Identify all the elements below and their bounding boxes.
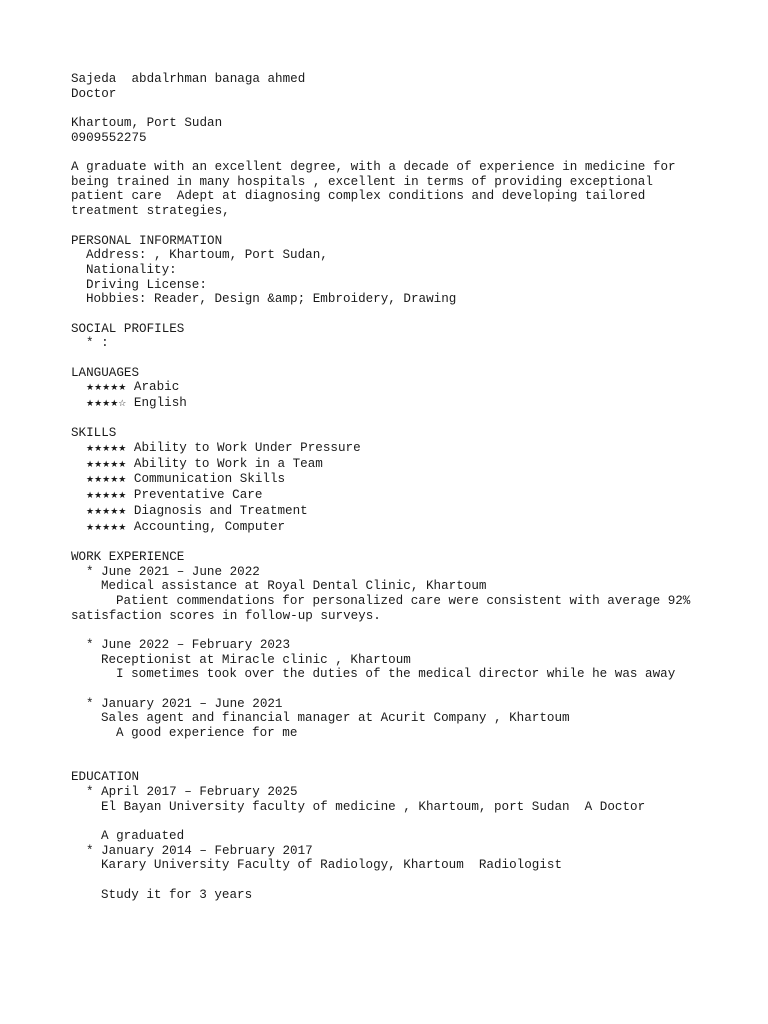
job-dates: * January 2021 – June 2021 (86, 696, 283, 711)
driving-license-line: Driving License: (86, 277, 207, 292)
skills-heading: SKILLS (71, 426, 117, 441)
job-description: satisfaction scores in follow-up surveys. (71, 608, 381, 623)
spacer (71, 307, 768, 322)
social-profiles-heading: SOCIAL PROFILES (71, 321, 185, 336)
rating-stars-icon: ★★★★★ (86, 475, 127, 486)
summary-line: being trained in many hospitals , excellent in terms of providing exceptional (71, 174, 653, 189)
rating-stars-icon: ★★★★☆ (86, 399, 127, 410)
education-school: Karary University Faculty of Radiology, Khartoum Radiologist (101, 858, 563, 873)
candidate-title: Doctor (71, 86, 117, 101)
spacer (71, 682, 768, 697)
language-item (71, 396, 768, 412)
language-label: English (133, 396, 187, 411)
spacer (71, 101, 768, 116)
job-dates: * June 2022 – February 2023 (86, 638, 291, 652)
skill-label: Diagnosis and Treatment (133, 503, 308, 518)
rating-stars-icon: ★★★★★ (86, 383, 127, 394)
spacer (71, 145, 768, 160)
job-description: Patient commendations for personalized care were consistent with average 92% (116, 593, 691, 608)
languages-heading: LANGUAGES (71, 365, 140, 380)
education-school: El Bayan University faculty of medicine , Khartoum, port Sudan A Doctor (101, 799, 646, 814)
summary-line: patient care Adept at diagnosing complex conditions and developing tailored (71, 189, 646, 204)
job-description: I sometimes took over the duties of the medical director while he was away (116, 667, 676, 682)
spacer (71, 351, 768, 366)
skill-item (71, 472, 768, 488)
rating-stars-icon: ★★★★★ (86, 522, 127, 533)
address-line: Address: , Khartoum, Port Sudan, (86, 248, 328, 263)
personal-information-heading: PERSONAL INFORMATION (71, 233, 223, 248)
skill-item (71, 441, 768, 457)
spacer (71, 741, 768, 756)
education-dates: * April 2017 – February 2025 (86, 784, 298, 799)
job-role: Medical assistance at Royal Dental Clinic, Khartoum (101, 579, 487, 594)
candidate-location: Khartoum, Port Sudan (71, 116, 223, 131)
skill-item (71, 504, 768, 520)
spacer (71, 814, 768, 829)
skill-label: Accounting, Computer (133, 519, 286, 534)
skill-label: Ability to Work Under Pressure (133, 441, 361, 456)
skill-item (71, 488, 768, 504)
spacer (71, 219, 768, 234)
spacer (71, 535, 768, 550)
skill-label: Preventative Care (133, 488, 263, 503)
skill-item (71, 520, 768, 536)
summary-line: treatment strategies, (71, 204, 230, 219)
spacer (71, 873, 768, 888)
language-item (71, 380, 768, 396)
rating-stars-icon: ★★★★★ (86, 459, 127, 470)
social-profile-item: * : (86, 336, 109, 351)
skill-item (71, 457, 768, 473)
education-note: Study it for 3 years (101, 887, 253, 902)
candidate-name: Sajeda abdalrhman banaga ahmed (71, 72, 306, 86)
spacer (71, 412, 768, 427)
candidate-phone: 0909552275 (71, 130, 147, 145)
spacer (71, 623, 768, 638)
education-dates: * January 2014 – February 2017 (86, 843, 313, 858)
education-heading: EDUCATION (71, 770, 140, 785)
nationality-line: Nationality: (86, 262, 177, 277)
skill-label: Communication Skills (133, 472, 286, 487)
language-label: Arabic (133, 380, 180, 395)
job-role: Receptionist at Miracle clinic , Khartoum (101, 652, 411, 667)
rating-stars-icon: ★★★★★ (86, 491, 127, 502)
education-note: A graduated (101, 828, 185, 843)
rating-stars-icon: ★★★★★ (86, 444, 127, 455)
rating-stars-icon: ★★★★★ (86, 506, 127, 517)
spacer (71, 755, 768, 770)
hobbies-line: Hobbies: Reader, Design &amp; Embroidery, Drawing (86, 292, 457, 307)
job-dates: * June 2021 – June 2022 (86, 564, 260, 579)
job-description: A good experience for me (116, 726, 298, 741)
job-role: Sales agent and financial manager at Acurit Company , Khartoum (101, 711, 570, 726)
summary-line: A graduate with an excellent degree, with a decade of experience in medicine for (71, 160, 676, 175)
work-experience-heading: WORK EXPERIENCE (71, 549, 185, 564)
skill-label: Ability to Work in a Team (133, 456, 323, 471)
